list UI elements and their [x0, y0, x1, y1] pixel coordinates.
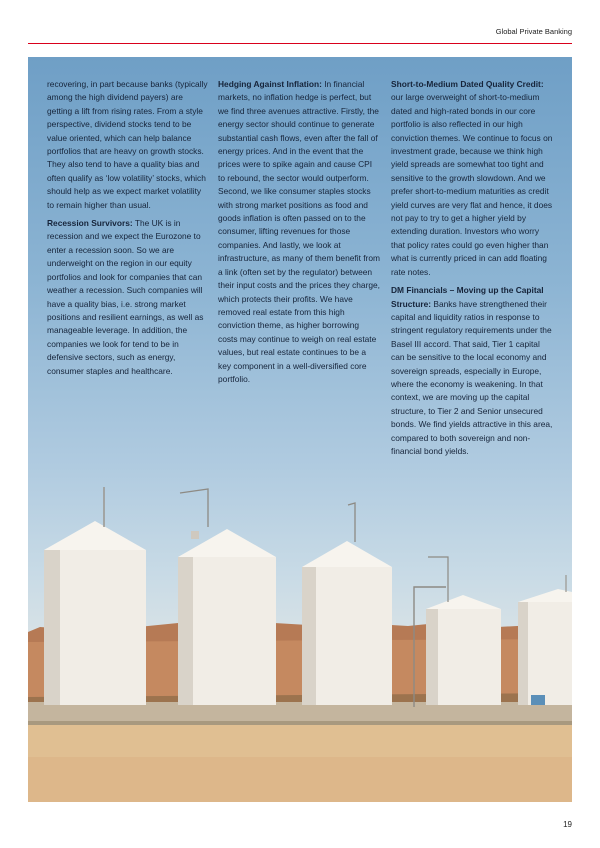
paragraph — [47, 217, 209, 378]
text-column-1 — [47, 78, 209, 383]
text-column-2 — [218, 78, 380, 391]
text-column-3 — [391, 78, 553, 463]
paragraph-body: The UK is in recession and we expect the Eurozone to enter a recession soon. So we are underweight on the region in our equity portfolios and look for companies that can weather a recession. Such companies will have a quality bias, i.e. strong market positions and resilient earnings, as well as manageable leverage. In addition, the companies we look for tend to be in defensive sectors, such as energy, consumer staples and healthcare. — [47, 218, 204, 376]
article-text-columns — [47, 78, 557, 518]
paragraph-heading: Hedging Against Inflation: — [218, 79, 322, 89]
paragraph-body: recovering, in part because banks (typically among the high dividend payers) are getting a lift from rising rates. From a style perspective, dividend stocks tend to be value oriented, which can help balance portfolios that are heavy on growth stocks. They also tend to have a quality bias and often qualify as ‘low volatility’ stocks, which should help as we expect market volatility to remain higher than usual. — [47, 79, 208, 210]
paragraph-body: our large overweight of short-to-medium dated and high-rated bonds in our core portfolio is also reflected in our high conviction themes. We continue to focus on investment grade, because we think high yield spreads are somewhat too tight and sensitive to the growth slowdown. And we prefer short-to-medium maturities as credit yield curves are very flat and hence, it does not pay to try to get a higher yield by extending duration. Investors who worry that policy rates could go even higher than what is currently priced in can add floating rate notes. — [391, 92, 553, 277]
page-number: 19 — [563, 820, 572, 829]
paragraph-body: Banks have strengthened their capital and liquidity ratios in response to stringent regulatory requirements under the Basel III accord. That said, Tier 1 capital can be sensitive to the local economy and sovereign spreads, especially in Europe, where the economy is weakening. In that context, we are moving up the capital structure, to Tier 2 and Senior unsecured bonds. We find yields attractive in this area, compared to both sovereign and non-financial bond yields. — [391, 298, 553, 456]
paragraph-heading: Short-to-Medium Dated Quality Credit: — [391, 79, 544, 89]
paragraph — [391, 284, 553, 458]
header-title: Global Private Banking — [495, 27, 572, 36]
paragraph-body: In financial markets, no inflation hedge is perfect, but we find three avenues attractive. Firstly, the energy sector should continue to generate substantial cash flows, even after the fall of energy prices. And in the event that the prices were to spike again and cause CPI to rebound, the sector would outperform. Second, we like consumer staples stocks with strong market positions as food and goods inflation is often passed on to the consumer, lifting revenues for those companies. And lastly, we look at infrastructure, as many of them benefit from a link (often set by the regulator) between their input costs and the prices they charge, which protects their profits. We have removed real estate from this high conviction theme, as higher borrowing costs may continue to weigh on real estate values, but real estate continues to be a key component in a well-diversified core portfolio. — [218, 79, 381, 384]
paragraph-heading: Recession Survivors: — [47, 218, 133, 229]
paragraph — [391, 78, 553, 279]
header-divider — [28, 43, 572, 44]
paragraph — [47, 78, 209, 212]
paragraph — [218, 78, 380, 386]
paragraph-heading: DM Financials – Moving up the Capital Structure: — [391, 285, 544, 309]
